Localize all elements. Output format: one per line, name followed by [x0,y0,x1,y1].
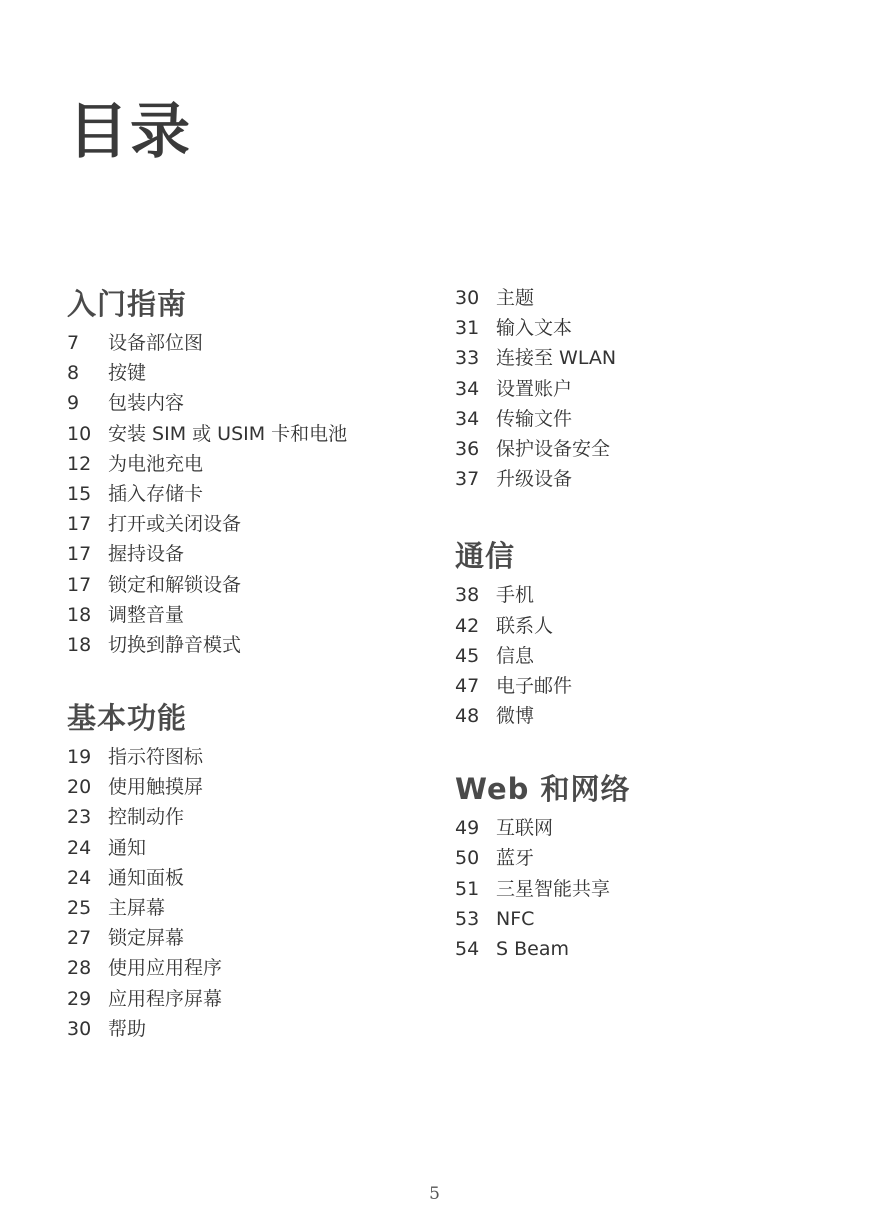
toc-entry[interactable] [67,984,427,1014]
entry-page-number: 12 [67,452,92,475]
entry-label: 插入存储卡 [108,482,204,505]
entry-page-number: 10 [67,422,92,445]
entry-page-number: 17 [67,573,92,596]
entry-label: 输入文本 [496,317,573,340]
toc-column-left [67,286,427,1084]
entry-label: 帮助 [108,1017,147,1040]
toc-entry[interactable] [67,509,427,539]
toc-entry[interactable] [67,358,427,388]
entry-page-number: 38 [455,584,480,607]
entry-label: 打开或关闭设备 [108,513,242,536]
entry-label: 按键 [108,362,147,385]
entry-page-number: 34 [455,377,480,400]
entry-label: 切换到静音模式 [108,633,242,656]
toc-entry[interactable] [455,374,815,404]
toc-entry[interactable] [67,893,427,923]
entry-label: S Beam [496,938,569,960]
entry-page-number: 50 [455,847,480,870]
toc-entry[interactable] [67,388,427,418]
entry-page-number: 49 [455,817,480,840]
entry-page-number: 47 [455,674,480,697]
toc-entry[interactable] [67,449,427,479]
toc-entry[interactable] [455,434,815,464]
entry-label: 应用程序屏幕 [108,987,223,1010]
toc-entry[interactable] [67,600,427,630]
entry-page-number: 30 [455,287,480,309]
toc-entry[interactable] [67,863,427,893]
entry-page-number: 30 [67,1017,92,1040]
entry-page-number: 24 [67,866,92,889]
entry-label: 调整音量 [108,603,185,626]
toc-entry[interactable] [455,313,815,343]
entry-page-number: 19 [67,746,92,769]
toc-entry[interactable] [455,934,815,964]
entry-page-number: 18 [67,603,92,626]
entry-page-number: 36 [455,437,480,460]
entry-list [455,283,815,494]
toc-column-right [455,283,815,1004]
entry-label: 锁定和解锁设备 [108,573,242,596]
entry-label: 控制动作 [108,806,185,829]
toc-entry[interactable] [67,419,427,449]
entry-page-number: 34 [455,407,480,430]
entry-page-number: 17 [67,543,92,566]
entry-page-number: 23 [67,806,92,829]
toc-entry[interactable] [67,953,427,983]
entry-label: 包装内容 [108,392,185,415]
entry-page-number: 28 [67,957,92,980]
toc-section-basics [67,700,427,1044]
entry-page-number: 31 [455,317,480,340]
entry-list [67,742,427,1044]
toc-entry[interactable] [67,772,427,802]
entry-page-number: 8 [67,362,80,385]
entry-label: 电子邮件 [496,674,573,697]
toc-entry[interactable] [455,904,815,934]
entry-label: 设备部位图 [108,332,204,354]
entry-label: 设置账户 [496,377,573,400]
entry-page-number: 9 [67,392,80,415]
entry-label: 手机 [496,584,535,607]
toc-entry[interactable] [67,833,427,863]
entry-page-number: 54 [455,938,480,960]
entry-label: 保护设备安全 [496,437,611,460]
entry-label: 通知 [108,836,147,859]
toc-entry[interactable] [455,671,815,701]
entry-page-number: 25 [67,897,92,919]
entry-label: 互联网 [496,817,554,840]
entry-page-number: 20 [67,776,92,799]
entry-label: 锁定屏幕 [108,927,185,950]
entry-page-number: 42 [455,614,480,637]
entry-page-number: 17 [67,513,92,536]
entry-page-number: 24 [67,836,92,859]
entry-page-number: 48 [455,705,480,728]
entry-page-number: 51 [455,877,480,900]
section-title: Web 和网络 [455,772,631,807]
toc-entry[interactable] [455,701,815,731]
entry-page-number: 27 [67,927,92,950]
toc-entry[interactable] [67,630,427,660]
entry-page-number: 53 [455,907,480,930]
toc-entry[interactable] [67,802,427,832]
entry-label: 连接至 WLAN [496,347,617,370]
entry-label: 为电池充电 [108,452,204,475]
entry-list [67,328,427,660]
entry-label: 蓝牙 [496,847,535,870]
toc-entry[interactable] [67,570,427,600]
entry-label: 信息 [496,644,535,667]
section-title: 入门指南 [67,287,188,321]
toc-entry[interactable] [455,580,815,610]
toc-entry[interactable] [455,641,815,671]
entry-label: 主题 [496,287,535,309]
toc-entry[interactable] [455,283,815,313]
toc-section-getting-started [67,286,427,660]
page-number: 5 [429,1184,440,1204]
entry-list [455,813,815,964]
entry-label: 使用触摸屏 [108,776,204,799]
entry-label: 三星智能共享 [496,877,611,900]
entry-label: 联系人 [496,614,554,637]
section-title: 通信 [455,539,516,574]
toc-entry[interactable] [455,464,815,494]
entry-page-number: 18 [67,633,92,656]
toc-entry[interactable] [67,539,427,569]
entry-label: 主屏幕 [108,897,166,919]
toc-entry[interactable] [455,343,815,373]
toc-section-web-network [455,771,815,964]
entry-label: 使用应用程序 [108,957,223,980]
toc-entry[interactable] [455,404,815,434]
entry-page-number: 15 [67,482,92,505]
entry-label: 升级设备 [496,468,573,491]
entry-list [455,580,815,731]
toc-section-communication [455,538,815,731]
toc-entry[interactable] [67,923,427,953]
toc-entry[interactable] [455,611,815,641]
entry-label: 安装 SIM 或 USIM 卡和电池 [108,422,348,445]
entry-label: NFC [496,907,535,930]
toc-section-basics-continued [455,283,815,494]
entry-page-number: 29 [67,987,92,1010]
entry-label: 微博 [496,705,535,728]
toc-entry[interactable] [455,843,815,873]
toc-entry[interactable] [455,813,815,843]
entry-page-number: 45 [455,644,480,667]
entry-page-number: 33 [455,347,480,370]
toc-entry[interactable] [67,1014,427,1044]
entry-label: 指示符图标 [108,746,204,769]
entry-label: 传输文件 [496,407,573,430]
toc-entry[interactable] [67,328,427,358]
toc-entry[interactable] [455,874,815,904]
entry-page-number: 37 [455,468,480,491]
entry-label: 通知面板 [108,866,185,889]
section-title: 基本功能 [67,701,188,736]
entry-page-number: 7 [67,332,80,354]
toc-entry[interactable] [67,479,427,509]
page-title: 目录 [68,97,192,167]
entry-label: 握持设备 [108,543,185,566]
toc-entry[interactable] [67,742,427,772]
